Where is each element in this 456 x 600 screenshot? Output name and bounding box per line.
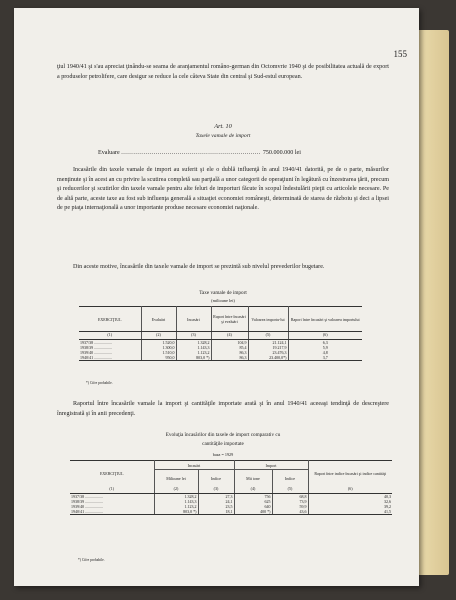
table1-col-number: (5) [248,332,288,340]
table2-cell: 803,0 *) [154,509,198,515]
table1-cell: 1938/39 .................. [79,345,141,350]
table2-cell: 1939/40 .................. [70,504,154,509]
table2-col-number: (4) [234,486,272,494]
table1-cell: 85,4 [211,345,248,350]
table1-cell: 19.217,9 [248,345,288,350]
table1-cell: 5,9 [322,345,328,350]
table2-subtitle: baza = 1929 [212,452,234,457]
table2-cell: 1.143,3 [154,499,198,504]
paragraph-2: Din aceste motive, încasările din taxele vamale de import se prezintă sub nivelul prevederilor bugetare. [73,264,325,270]
article-subheading: Taxele vamale de import [195,133,251,139]
table1 [79,306,362,361]
evaluation-value: 750.000.000 lei [262,150,301,156]
table1-cell: 1940/41 .................. [79,355,141,361]
table2 [70,460,392,515]
table2-cell: 24,1 [198,499,234,504]
table1-subtitle: (milioane lei) [211,298,235,303]
table2-header: Indice [272,470,308,487]
table1-header: Evaluări [141,307,176,332]
table2-header: Raport între indice încasări şi indice cantităţi [308,461,392,487]
paragraph-1: Incasările din taxele vamale de import au suferit şi ele o dublă influenţă în anul 1940/41 datorită, pe de o parte, măsurilor menţinute şi în acest an cu privire la scutirea completă sau parţială a unor categorii de operaţiuni în legătură cu înzestrarea ţării, precum şi reducerilor şi scutirilor din taxele vamale pentru alte feluri de importuri făcute în scopul îndestulării pieţii cu articolele necesare. Pe de altă parte, aceste taxe au fost sub influenţa generală a situaţiei economiei româneşti, determinată de starea de războiu şi deci a lipsei de pe piaţa internaţională a unor importante produse necesare economiei naţionale. [57,167,389,212]
table1-cell: 1.123,2 [176,350,211,355]
table2-cell: 40,3 [384,494,391,499]
table1-cell: 21.124,1 [248,340,288,346]
table1-col-number: (3) [176,332,211,340]
table2-title-line2: cantităţile importate [202,441,244,447]
table2-cell: 23,5 [198,504,234,509]
table1-title: Taxe vamale de import [199,290,247,296]
table2-cell: 1.328,2 [154,494,198,500]
table1-header: Valoarea importu-lui [248,307,288,332]
table1-cell: 86,3 [211,355,248,361]
table1-cell: 1.328,2 [176,340,211,346]
table2-cell: 32,6 [384,499,391,504]
table2-col-number: (1) [70,486,154,494]
table2-col-number: (3) [198,486,234,494]
table2-cell: 27,3 [198,494,234,500]
table-row [70,509,392,515]
table2-cell: 43,6 [272,509,308,515]
table1-col-number: (1) [79,332,141,340]
table2-header: Mii tone [234,470,272,487]
evaluation-label: Evaluare [98,150,120,156]
evaluation-line [98,149,398,159]
table2-cell: 39,2 [384,504,391,509]
table1-header: Raport între încasări şi valoarea importului [288,307,362,332]
table2-cell: 41,5 [308,509,392,515]
table2-footnote: *) Cifre probabile. [78,558,105,562]
table2-col-number: (2) [154,486,198,494]
table2-header: EXERCIŢIUL [70,461,154,487]
table1-cell: 23.400,0*) [248,355,288,361]
table2-group-header: Import [234,461,308,470]
table1-header: Incasări [176,307,211,332]
table-row [79,355,362,361]
table1-header: Raport între încasări şi evaluări [211,307,248,332]
table1-footnote: *) Cifre probabile. [86,381,113,385]
table2-col-number: (6) [308,486,392,494]
table1-cell: 6,3 [322,340,328,345]
table2-col-number: (5) [272,486,308,494]
table1-cell: 1.143,3 [176,345,211,350]
table2-cell: 68,8 [272,494,308,500]
table2-cell: 1940/41 .................. [70,509,154,515]
intro-paragraph: ţiul 1940/41 şi s'au apreciat ţinându-se seama de aranjamentul româno-german din Octomvrie 1940 şi de posibilitatea actuală de export a produselor petrolifere, care desigur se reduce la cele câteva State din central şi Sud-estul european. [57,64,389,80]
table1-col-number: (6) [288,332,362,340]
table2-cell: 640 [234,504,272,509]
table1-header: EXERCIŢIUL [79,307,141,332]
table1-col-number: (4) [211,332,248,340]
table2-cell: 400 *) [234,509,272,515]
table1-cell: 86,3 [211,350,248,355]
table1-cell: 104,9 [211,340,248,346]
table1-cell: 1939/40 .................. [79,350,141,355]
table2-group-header: Incasări [154,461,234,470]
table2-cell: 625 [234,499,272,504]
table1-cell: 3,7 [288,355,362,361]
document-page [14,8,419,586]
evaluation-leader: ..................................................................... [121,150,263,156]
table2-cell: 18,1 [198,509,234,515]
table2-header: Milioane lei [154,470,198,487]
table1-cell: 803,0 *) [176,355,211,361]
table1-col-number: (2) [141,332,176,340]
table2-cell: 1.123,2 [154,504,198,509]
table2-title: Evoluţia încasărilor din taxele de import comparativ cu [165,432,281,438]
table1-cell: 1.520,0 [141,340,176,346]
page-number: 155 [393,49,407,59]
table2-cell: 59,9 [272,504,308,509]
table2-cell: 1937/38 .................. [70,494,154,500]
table1-cell: 4,8 [322,350,328,355]
table2-cell: 73,9 [272,499,308,504]
table1-cell: 1.300,0 [141,345,176,350]
table1-cell: 1937/38 .................. [79,340,141,346]
table2-cell: 756 [234,494,272,500]
article-heading: Art. 10 [214,123,232,130]
table1-cell: 1.510,0 [141,350,176,355]
table1-cell: 950,0 [141,355,176,361]
table1-cell: 23.476,3 [248,350,288,355]
table2-header: Indice [198,470,234,487]
paragraph-3: Raportul între încasările vamale la import şi cantităţile importate arată şi în anul 1940/41 aceeaşi tendinţă de descreştere înregistrată şi în anii precedenţi. [57,401,389,417]
table2-cell: 1938/39 .................. [70,499,154,504]
